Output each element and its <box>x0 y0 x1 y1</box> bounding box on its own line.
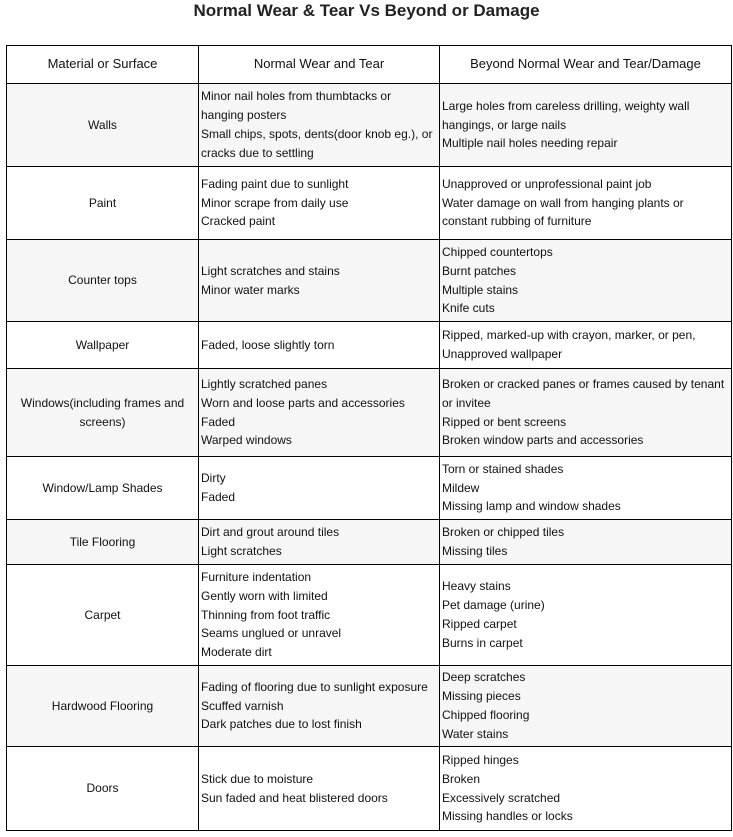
damage-item: Broken or chipped tiles <box>442 525 565 540</box>
normal-wear-item: Faded, loose slightly torn <box>201 337 335 352</box>
damage-item: Burns in carpet <box>442 635 523 650</box>
beyond-normal-cell <box>440 520 732 565</box>
damage-item: Missing handles or locks <box>442 809 573 824</box>
damage-item: Torn or stained shades <box>442 461 564 476</box>
damage-item: Missing lamp and window shades <box>442 499 621 514</box>
normal-wear-cell <box>199 84 440 167</box>
normal-wear-item: Small chips, spots, dents(door knob eg.), or cracks due to settling <box>201 127 433 160</box>
normal-wear-item: Light scratches and stains <box>201 263 340 278</box>
normal-wear-cell <box>199 565 440 666</box>
damage-item: Pet damage (urine) <box>442 598 545 613</box>
material-cell: Windows(including frames and screens) <box>7 369 199 457</box>
header-material: Material or Surface <box>7 46 199 84</box>
normal-wear-item: Minor nail holes from thumbtacks or hanging posters <box>201 89 392 123</box>
material-cell: Hardwood Flooring <box>7 666 199 747</box>
damage-item: Deep scratches <box>442 670 526 685</box>
material-cell: Wallpaper <box>7 322 199 369</box>
table-row <box>7 322 732 369</box>
material-cell: Paint <box>7 167 199 240</box>
normal-wear-item: Furniture indentation <box>201 570 312 584</box>
normal-wear-item: Faded <box>201 414 236 429</box>
damage-item: Unapproved wallpaper <box>442 347 563 361</box>
table-row <box>7 240 732 322</box>
normal-wear-item: Sun faded and heat blistered doors <box>201 790 388 805</box>
normal-wear-item: Fading paint due to sunlight <box>201 176 349 191</box>
damage-item: Burnt patches <box>442 263 517 278</box>
damage-item: Ripped, marked-up with crayon, marker, or pen, <box>442 328 696 343</box>
beyond-normal-cell <box>440 565 732 666</box>
damage-item: Ripped or bent screens <box>442 414 567 429</box>
beyond-normal-cell <box>440 666 732 747</box>
beyond-normal-cell <box>440 84 732 167</box>
beyond-normal-cell <box>440 457 732 520</box>
damage-item: Mildew <box>442 480 480 495</box>
normal-wear-cell <box>199 520 440 565</box>
normal-wear-item: Minor water marks <box>201 282 300 297</box>
beyond-normal-cell <box>440 167 732 240</box>
normal-wear-item: Worn and loose parts and accessories <box>201 395 405 410</box>
beyond-normal-cell <box>440 747 732 831</box>
damage-item: Knife cuts <box>442 301 495 316</box>
damage-item: Heavy stains <box>442 579 511 594</box>
page-title: Normal Wear & Tear Vs Beyond or Damage <box>193 1 540 20</box>
table-header-row <box>7 46 732 84</box>
wear-and-tear-table <box>6 45 732 831</box>
damage-item: Broken <box>442 771 481 786</box>
damage-item: Broken or cracked panes or frames caused by tenant or invitee <box>442 376 725 410</box>
material-cell: Walls <box>7 84 199 167</box>
table-row <box>7 520 732 565</box>
damage-item: Multiple stains <box>442 282 519 297</box>
table-row <box>7 84 732 167</box>
normal-wear-item: Seams unglued or unravel <box>201 626 342 641</box>
table-row <box>7 369 732 457</box>
beyond-normal-cell <box>440 369 732 457</box>
normal-wear-cell <box>199 322 440 369</box>
damage-item: Water stains <box>442 726 509 741</box>
normal-wear-cell <box>199 240 440 322</box>
damage-item: Chipped countertops <box>442 244 553 259</box>
normal-wear-item: Fading of flooring due to sunlight exposure <box>201 679 428 694</box>
normal-wear-cell <box>199 457 440 520</box>
material-cell: Carpet <box>7 565 199 666</box>
normal-wear-item: Gently worn with limited <box>201 588 328 603</box>
damage-item: Multiple nail holes needing repair <box>442 136 618 151</box>
table-row <box>7 666 732 747</box>
table-body <box>7 84 732 831</box>
damage-item: Excessively scratched <box>442 790 561 805</box>
normal-wear-item: Faded <box>201 490 236 504</box>
normal-wear-item: Thinning from foot traffic <box>201 607 331 622</box>
table-row <box>7 167 732 240</box>
normal-wear-cell <box>199 167 440 240</box>
damage-item: Large holes from careless drilling, weighty wall hangings, or large nails <box>442 98 690 132</box>
normal-wear-item: Cracked paint <box>201 214 276 229</box>
table-row <box>7 747 732 831</box>
table-row <box>7 565 732 666</box>
normal-wear-item: Scuffed varnish <box>201 698 284 713</box>
damage-item: Ripped carpet <box>442 617 517 631</box>
material-cell: Doors <box>7 747 199 831</box>
damage-item: Chipped flooring <box>442 708 530 722</box>
damage-item: Ripped hinges <box>442 752 519 767</box>
table-row <box>7 457 732 520</box>
damage-item: Broken window parts and accessories <box>442 433 644 448</box>
material-cell: Window/Lamp Shades <box>7 457 199 520</box>
normal-wear-item: Stick due to moisture <box>201 771 314 786</box>
damage-item: Water damage on wall from hanging plants or constant rubbing of furniture <box>442 195 684 229</box>
normal-wear-cell <box>199 666 440 747</box>
normal-wear-item: Dirty <box>201 471 226 486</box>
normal-wear-item: Lightly scratched panes <box>201 376 328 391</box>
material-cell: Tile Flooring <box>7 520 199 565</box>
normal-wear-item: Moderate dirt <box>201 645 272 660</box>
damage-item: Missing pieces <box>442 689 521 704</box>
normal-wear-item: Light scratches <box>201 544 282 558</box>
normal-wear-cell <box>199 369 440 457</box>
normal-wear-item: Dark patches due to lost finish <box>201 717 362 732</box>
damage-item: Unapproved or unprofessional paint job <box>442 176 652 191</box>
beyond-normal-cell <box>440 322 732 369</box>
normal-wear-item: Warped windows <box>201 433 292 448</box>
material-cell: Counter tops <box>7 240 199 322</box>
damage-item: Missing tiles <box>442 544 508 558</box>
beyond-normal-cell <box>440 240 732 322</box>
normal-wear-item: Dirt and grout around tiles <box>201 525 340 540</box>
normal-wear-item: Minor scrape from daily use <box>201 195 349 210</box>
header-normal-wear: Normal Wear and Tear <box>199 46 440 84</box>
normal-wear-cell <box>199 747 440 831</box>
header-beyond-normal: Beyond Normal Wear and Tear/Damage <box>440 46 732 84</box>
